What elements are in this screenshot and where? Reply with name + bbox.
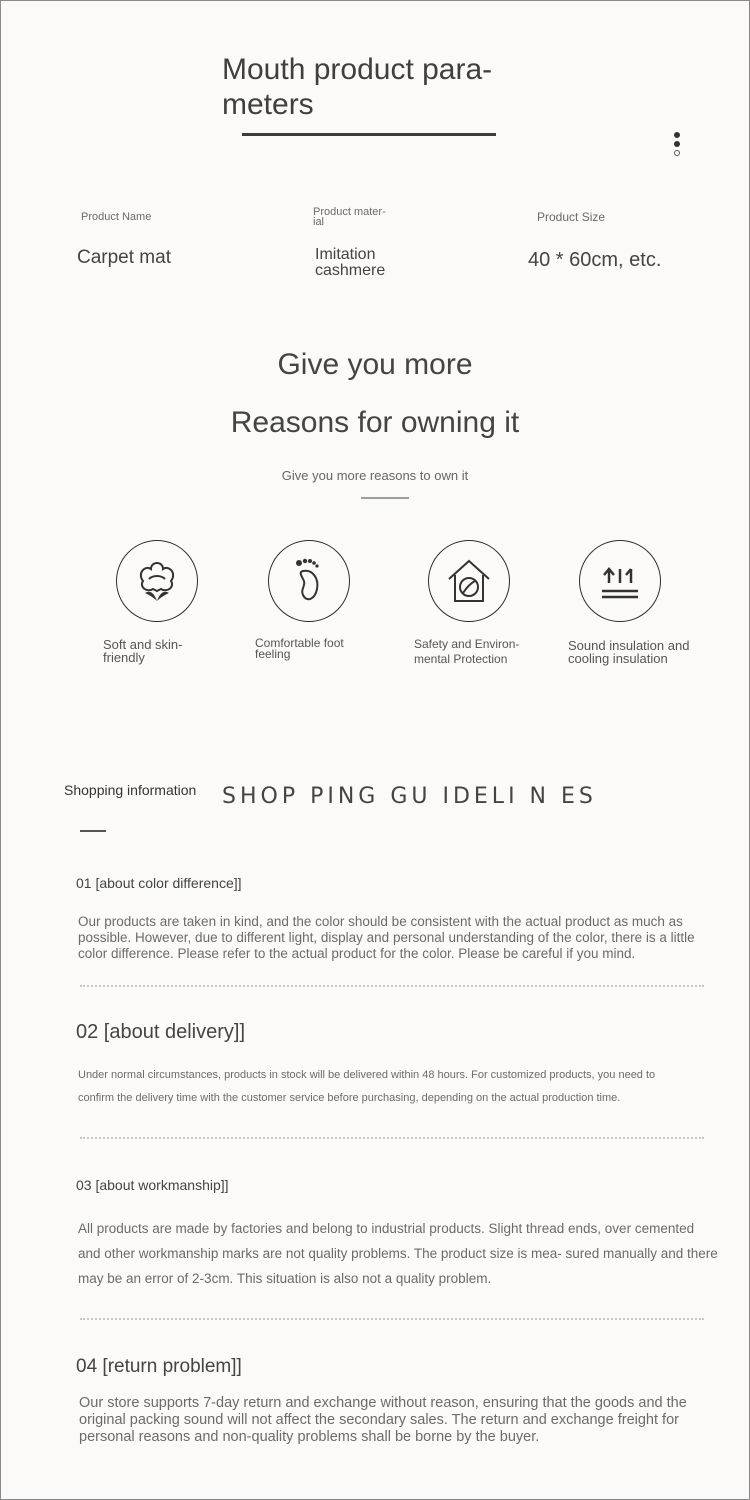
insulation-icon <box>579 540 661 622</box>
more-options-icon[interactable] <box>672 132 682 159</box>
page-title: Mouth product para- meters <box>222 53 493 121</box>
eco-house-icon <box>428 540 510 622</box>
feature-label-soft: Soft and skin-friendly <box>103 637 183 665</box>
title-underline <box>242 133 496 136</box>
dotted-divider <box>80 985 704 987</box>
feature-label-comfort: Comfortable foot feeling <box>255 636 344 661</box>
section-title-delivery: 02 [about delivery]] <box>76 1021 245 1043</box>
param-label-size: Product Size <box>537 210 606 224</box>
dotted-divider <box>80 1137 704 1139</box>
shopping-info-label: Shopping information <box>64 782 197 798</box>
footprint-icon <box>268 540 350 622</box>
param-label-name: Product Name <box>81 211 152 223</box>
section-title-color: 01 [about color difference]] <box>76 875 242 891</box>
reasons-divider <box>361 497 409 499</box>
feature-label-eco: Safety and Environ- mental Protection <box>414 637 520 666</box>
reasons-subtitle: Give you more reasons to own it <box>281 468 469 483</box>
param-label-material: Product mater- ial <box>313 206 386 228</box>
reasons-heading-2: Reasons for owning it <box>230 406 520 439</box>
dotted-divider <box>80 1318 704 1320</box>
section-body-delivery: Under normal circumstances, products in stock will be delivered within 48 hours. For customized products, you need to confirm the delivery time with the customer service before purchasing, depending on the actual production time. <box>78 1069 656 1104</box>
reasons-heading-1: Give you more <box>277 348 473 381</box>
param-value-name: Carpet mat <box>77 247 171 268</box>
section-title-workmanship: 03 [about workmanship]] <box>76 1177 229 1193</box>
shopping-divider <box>80 830 106 832</box>
section-title-return: 04 [return problem]] <box>76 1356 242 1377</box>
section-body-workmanship: All products are made by factories and belong to industrial products. Slight thread ends, over cemented and other workmanship marks are not quality problems. The product size is mea- sured manually and there may be an error of 2-3cm. This situation is also not a quality problem. <box>78 1221 718 1286</box>
param-value-size: 40 * 60cm, etc. <box>528 249 662 271</box>
shopping-guidelines-title: SHOP PING GU IDELI N ES <box>222 784 597 809</box>
feature-label-insulation: Sound insulation and cooling insulation <box>568 638 690 666</box>
param-value-material: Imitation cashmere <box>315 246 386 279</box>
section-body-color: Our products are taken in kind, and the color should be consistent with the actual product as much as possible. However, due to different light, display and personal understanding of the color, there is a little color difference. Please refer to the actual product for the color. Please be careful if you mind. <box>78 914 695 961</box>
section-body-return: Our store supports 7-day return and exchange without reason, ensuring that the goods and the original packing sound will not affect the secondary sales. The return and exchange freight for personal reasons and non-quality problems shall be borne by the buyer. <box>79 1395 687 1445</box>
cotton-icon <box>116 540 198 622</box>
